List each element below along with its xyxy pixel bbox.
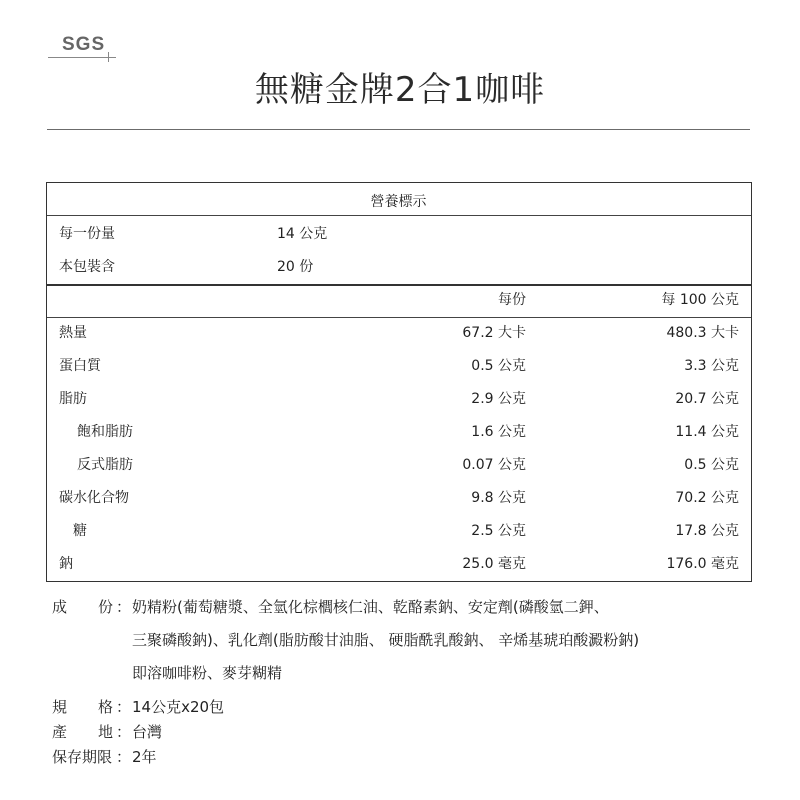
ingredients-label-char2: 份: [98, 598, 114, 616]
spec-label-size-b: 格: [98, 698, 114, 716]
divider: [47, 317, 751, 318]
nutrient-label-sodium: 鈉: [59, 556, 73, 572]
serving-size-label: 每一份量: [59, 226, 115, 242]
ingredients-line-3: 即溶咖啡粉、麥芽糊精: [132, 664, 283, 682]
nutrition-table-heading: 營養標示: [370, 194, 427, 210]
nutrient-per-serving-protein: 0.5 公克: [471, 358, 526, 374]
spec-colon: ：: [116, 723, 132, 741]
servings-per-package-label: 本包裝含: [59, 259, 115, 275]
spec-label-origin-a: 產: [52, 723, 68, 741]
ingredients-line-2: 三聚磷酸鈉)、乳化劑(脂肪酸甘油脂、 硬脂酰乳酸鈉、 辛烯基琥珀酸澱粉鈉): [132, 631, 640, 649]
logo-underline: [48, 57, 116, 58]
nutrition-table: [46, 182, 752, 582]
spec-value-origin: 台灣: [132, 723, 163, 741]
nutrient-per-serving-sugar: 2.5 公克: [471, 523, 526, 539]
nutrient-per-100g-sodium: 176.0 毫克: [666, 556, 739, 572]
divider: [47, 284, 751, 286]
ingredients-line-1: 奶精粉(葡萄糖漿、全氫化棕櫚核仁油、乾酪素鈉、安定劑(磷酸氫二鉀、: [132, 598, 609, 616]
spec-value-shelf-life: 2年: [132, 748, 157, 766]
product-title: 無糖金牌2合1咖啡: [254, 70, 546, 110]
nutrient-label-saturated-fat: 飽和脂肪: [77, 424, 133, 440]
nutrient-per-serving-saturated-fat: 1.6 公克: [471, 424, 526, 440]
spec-label-size-a: 規: [52, 698, 68, 716]
sgs-logo-text: SGS: [62, 34, 106, 55]
ingredients-colon: ：: [116, 598, 132, 616]
nutrient-per-serving-carbohydrate: 9.8 公克: [471, 490, 526, 506]
spec-label-shelf-life: 保存期限: [52, 748, 113, 766]
nutrient-per-100g-carbohydrate: 70.2 公克: [675, 490, 739, 506]
column-header-per-serving: 每份: [498, 292, 526, 308]
nutrient-per-serving-trans-fat: 0.07 公克: [462, 457, 526, 473]
nutrient-per-100g-fat: 20.7 公克: [675, 391, 739, 407]
nutrient-per-100g-saturated-fat: 11.4 公克: [675, 424, 739, 440]
title-divider: [47, 129, 750, 130]
nutrient-per-100g-sugar: 17.8 公克: [675, 523, 739, 539]
sgs-logo: [48, 30, 120, 62]
spec-colon: ：: [116, 698, 132, 716]
ingredients-label-char1: 成: [52, 598, 68, 616]
spec-value-size: 14公克x20包: [132, 698, 225, 716]
nutrient-per-100g-protein: 3.3 公克: [684, 358, 739, 374]
servings-per-package-value: 20 份: [277, 259, 314, 275]
nutrient-per-serving-calories: 67.2 大卡: [462, 325, 526, 341]
nutrient-per-100g-calories: 480.3 大卡: [666, 325, 739, 341]
nutrient-per-100g-trans-fat: 0.5 公克: [684, 457, 739, 473]
serving-size-value: 14 公克: [277, 226, 328, 242]
column-header-per-100g: 每 100 公克: [661, 292, 739, 308]
nutrient-per-serving-sodium: 25.0 毫克: [462, 556, 526, 572]
nutrient-label-trans-fat: 反式脂肪: [77, 457, 133, 473]
nutrient-label-sugar: 糖: [73, 523, 87, 539]
nutrient-per-serving-fat: 2.9 公克: [471, 391, 526, 407]
nutrient-label-fat: 脂肪: [59, 391, 87, 407]
nutrient-label-calories: 熱量: [59, 325, 87, 341]
nutrient-label-carbohydrate: 碳水化合物: [59, 490, 129, 506]
nutrient-label-protein: 蛋白質: [59, 358, 101, 374]
spec-label-origin-b: 地: [98, 723, 114, 741]
spec-colon: ：: [116, 748, 132, 766]
divider: [47, 215, 751, 216]
logo-tick: [108, 52, 109, 62]
